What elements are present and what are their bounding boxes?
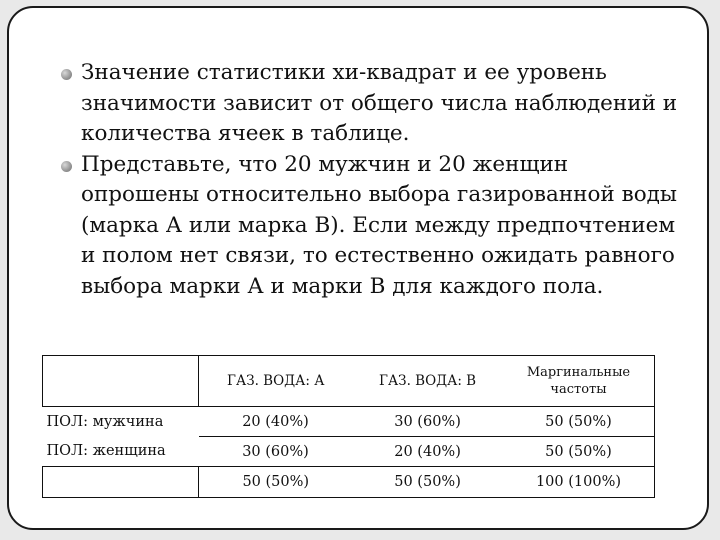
header-cell-brand-a: ГАЗ. ВОДА: А xyxy=(199,356,352,407)
table-row xyxy=(43,407,655,437)
row-label-male: ПОЛ: мужчина xyxy=(46,413,164,430)
bullet-dot-icon xyxy=(61,69,72,80)
bullet-item-1 xyxy=(59,58,679,150)
table-cell: 20 (40%) xyxy=(242,413,309,430)
table-row-totals xyxy=(43,467,655,498)
frequency-table xyxy=(42,355,655,498)
table-header-row xyxy=(43,356,655,407)
table-cell: 30 (60%) xyxy=(394,413,461,430)
table-cell: 20 (40%) xyxy=(352,437,503,467)
table-row xyxy=(43,437,655,467)
row-label-female: ПОЛ: женщина xyxy=(46,443,166,460)
bullet-dot-icon xyxy=(61,161,72,172)
table-cell: 50 (50%) xyxy=(503,407,655,437)
bullet-text-2: Представьте, что 20 мужчин и 20 женщин опрошены относительно выбора газированной воды (марка А или марка В). Если между предпочтением и полом нет связи, то естественно ожидать равного выбора марки А и марки В для каждого пола. xyxy=(81,151,677,299)
table-cell: 50 (50%) xyxy=(352,467,503,498)
header-cell-empty xyxy=(43,356,199,407)
table-cell: 50 (50%) xyxy=(199,467,352,498)
row-label-empty xyxy=(43,467,199,498)
header-cell-marginal: Маргинальные частоты xyxy=(503,356,655,407)
table-cell: 30 (60%) xyxy=(199,437,352,467)
header-cell-brand-b: ГАЗ. ВОДА: В xyxy=(352,356,503,407)
table-cell: 50 (50%) xyxy=(503,437,655,467)
bullet-text-1: Значение статистики хи-квадрат и ее уровень значимости зависит от общего числа наблюдений и количества ячеек в таблице. xyxy=(81,60,678,146)
table-cell: 100 (100%) xyxy=(503,467,655,498)
bullet-list xyxy=(59,58,679,302)
bullet-item-2 xyxy=(59,150,679,303)
